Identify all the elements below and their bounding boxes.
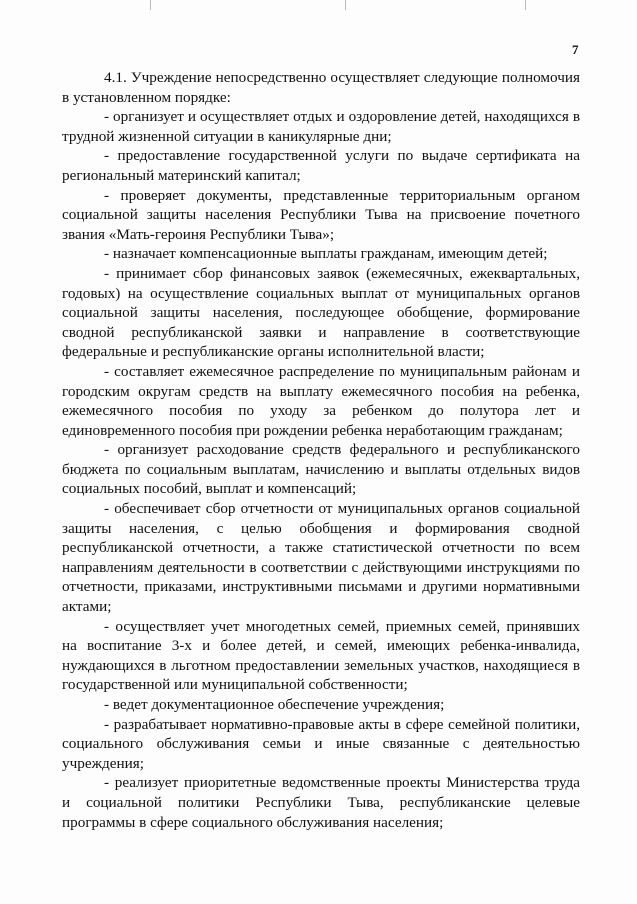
scan-artifact xyxy=(345,0,346,10)
paragraph-list-item: - предоставление государственной услуги по выдаче сертификата на региональный материнский капитал; xyxy=(62,147,580,184)
paragraph-list-item: - составляет ежемесячное распределение по муниципальным районам и городским округам средств на выплату ежемесячного пособия на ребенка, ежемесячного пособия по уходу за ребенком до полутора лет и единовременного пособия при рождении ребенка неработающим гражданам; xyxy=(62,362,580,439)
paragraph-list-item: - разрабатывает нормативно-правовые акты в сфере семейной политики, социального обслуживания семьи и иные связанные с деятельностью учреждения; xyxy=(62,715,580,772)
paragraph-list-item: - назначает компенсационные выплаты гражданам, имеющим детей; xyxy=(104,245,548,263)
page-number: 7 xyxy=(572,42,579,57)
scan-artifact xyxy=(525,0,526,10)
scan-artifact xyxy=(150,0,151,10)
paragraph-list-item: - принимает сбор финансовых заявок (ежемесячных, ежеквартальных, годовых) на осуществление социальных выплат от муниципальных органов социальной защиты населения, последующее обобщение, формирование сводной республиканской заявки и направление в соответствующие федеральные и республиканские органы исполнительной власти; xyxy=(62,264,580,361)
body-text xyxy=(62,68,580,832)
paragraph-section-4-1: 4.1. Учреждение непосредственно осуществляет следующие полномочия в установленном порядке: xyxy=(62,69,580,106)
paragraph-list-item: - проверяет документы, представленные территориальным органом социальной защиты населения Республики Тыва на присвоение почетного звания «Мать-героиня Республики Тыва»; xyxy=(62,186,580,243)
paragraph-list-item: - осуществляет учет многодетных семей, приемных семей, принявших на воспитание 3-х и более детей, и семей, имеющих ребенка-инвалида, нуждающихся в льготном предоставлении земельных участков, находящиеся в государственной или муниципальной собственности; xyxy=(62,617,580,694)
paragraph-list-item: - обеспечивает сбор отчетности от муниципальных органов социальной защиты населения, с целью обобщения и формирования сводной республиканской отчетности, а также статистической отчетности по всем направлениям деятельности в соответствии с действующими инструкциями по отчетности, приказами, инструктивными письмами и другими нормативными актами; xyxy=(62,500,580,616)
paragraph-list-item: - организует и осуществляет отдых и оздоровление детей, находящихся в трудной жизненной ситуации в каникулярные дни; xyxy=(62,108,580,145)
paragraph-list-item: - ведет документационное обеспечение учреждения; xyxy=(104,696,445,713)
paragraph-list-item: - реализует приоритетные ведомственные проекты Министерства труда и социальной политики Республики Тыва, республиканские целевые программы в сфере социального обслуживания населения; xyxy=(62,774,580,831)
paragraph-list-item: - организует расходование средств федерального и республиканского бюджета по социальным выплатам, начислению и выплаты отдельных видов социальных пособий, выплат и компенсаций; xyxy=(62,441,580,498)
